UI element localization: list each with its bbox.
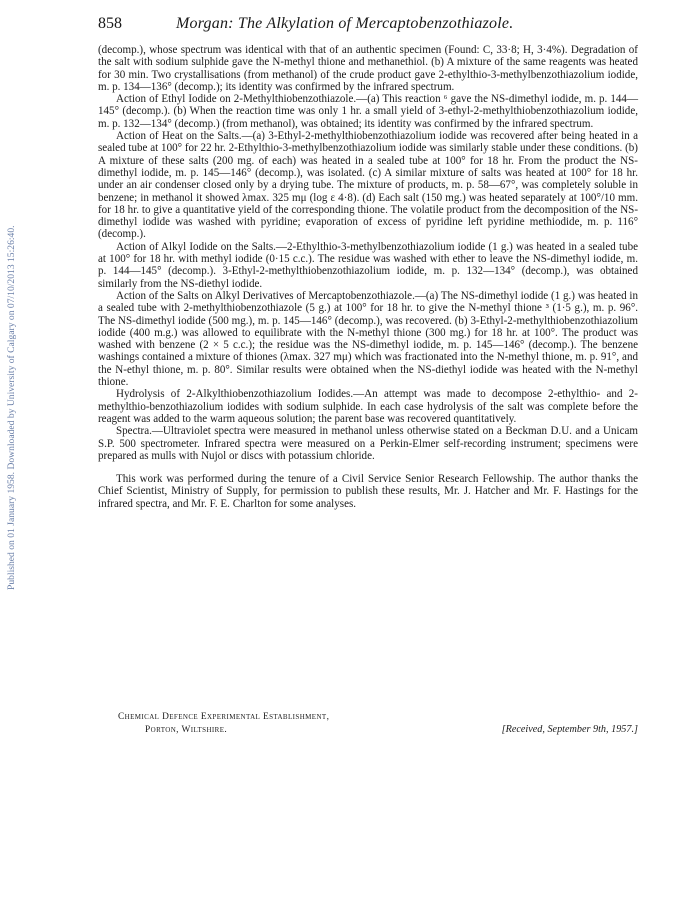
paragraph-5: Action of the Salts on Alkyl Derivatives of Mercaptobenzothiazole.—(a) The NS-dimethyl iodide (1 g.) was heated in a sealed tube with 2-methylthiobenzothiazole (5 g.) at 100° for 18 hr. to give the N-methyl thione ³ (1·5 g.), m. p. 96°. The NS-dimethyl iodide (500 mg.), m. p. 145—146° (decomp.), was recovered. (b) 3-Ethyl-2-methylthiobenzothiazolium iodide (400 m.g.) was allowed to equilibrate with the N-methyl thione (300 mg.) for 18 hr. at 100°. The product was washed with benzene (2 × 5 c.c.); the residue was the NS-dimethyl iodide, m. p. 145—146° (decomp.). The benzene washings contained a mixture of thiones (λmax. 327 mμ) which was fractionated into the N-methyl thione, m. p. 91°, and the N-ethyl thione, m. p. 80°. Similar results were obtained when the NS-diethyl iodide was heated with the N-methyl thione. [98,289,638,389]
running-head [98,15,638,37]
paragraph-7: Spectra.—Ultraviolet spectra were measured in methanol unless otherwise stated on a Beckman D.U. and a Unicam S.P. 500 spectrometer. Infrared spectra were measured on a Perkin-Elmer self-recording instrument; specimens were prepared as mulls with Nujol or discs with potassium chloride. [98,425,638,462]
download-watermark [5,150,21,590]
download-watermark-text: Published on 01 January 1958. Downloaded by University of Calgary on 07/10/2013 15:26:40. [6,225,17,590]
paragraph-1: (decomp.), whose spectrum was identical with that of an authentic specimen (Found: C, 33·8; H, 3·4%). Degradation of the salt with sodium sulphide gave the N-methyl thione and methanethiol. (b) A mixture of the same reagents was heated for 30 min. Two crystallisations (from methanol) of the crude product gave 2-ethylthio-3-methylbenzothiazolium iodide, m. p. 134—136° (decomp.); its identity was confirmed by the infrared spectrum. [98,44,638,93]
paragraph-2: Action of Ethyl Iodide on 2-Methylthiobenzothiazole.—(a) This reaction ⁶ gave the NS-dimethyl iodide, m. p. 144—145° (decomp.). (b) When the reaction time was only 1 hr. a small yield of 3-ethyl-2-methylthiobenzothiazolium iodide, m. p. 132—134° (decomp.) (from methanol), was obtained; its identity was confirmed by the infrared spectrum. [98,93,638,130]
received-date: [Received, September 9th, 1957.] [501,723,638,735]
paragraph-6: Hydrolysis of 2-Alkylthiobenzothiazolium Iodides.—An attempt was made to decompose 2-ethylthio- and 2-methylthio-benzothiazolium iodides with sodium sulphide. In each case hydrolysis of the salt was complete before the reagent was added to the warm aqueous solution; the parent base was recovered quantitatively. [98,388,638,425]
affiliation-line-1: Chemical Defence Experimental Establishment, [118,712,330,722]
article-body [98,44,638,510]
affiliation-line-2: Porton, Wiltshire. [145,724,228,735]
affiliation-block [118,711,638,736]
acknowledgements: This work was performed during the tenure of a Civil Service Senior Research Fellowship. The author thanks the Chief Scientist, Ministry of Supply, for permission to publish these results, Mr. J. Hatcher and Mr. F. Hastings for the infrared spectra, and Mr. F. E. Charlton for some analyses. [98,473,638,510]
paragraph-3: Action of Heat on the Salts.—(a) 3-Ethyl-2-methylthiobenzothiazolium iodide was recovered after being heated in a sealed tube at 100° for 22 hr. 2-Ethylthio-3-methylbenzothiazolium iodide was similarly stable under these conditions. (b) A mixture of these salts (200 mg. of each) was heated in a sealed tube at 100° for 18 hr. From the product the NS-dimethyl iodide, m. p. 145—146° (decomp.), was isolated. (c) A similar mixture of salts was heated at 100° for 18 hr. under an air condenser closed only by a drying tube. The mixture of products, m. p. 58—67°, was completely soluble in benzene; in methanol it showed λmax. 325 mμ (log ε 4·8). (d) Each salt (150 mg.) was heated separately at 100°/10 mm. for 18 hr. to give a quantitative yield of the corresponding thione. The volatile product from the decomposition of the NS-dimethyl iodide was washed with pyridine; evaporation of excess of pyridine left pyridine methiodide, m. p. 116° (decomp.). [98,130,638,241]
page-number: 858 [98,15,122,32]
running-title: Morgan: The Alkylation of Mercaptobenzothiazole. [176,15,514,32]
paragraph-4: Action of Alkyl Iodide on the Salts.—2-Ethylthio-3-methylbenzothiazolium iodide (1 g.) was heated in a sealed tube at 100° for 18 hr. with methyl iodide (0·15 c.c.). The residue was washed with ether to leave the NS-dimethyl iodide, m. p. 144—145° (decomp.). 3-Ethyl-2-methylthiobenzothiazolium iodide, m. p. 132—134° (decomp.), was obtained similarly from the NS-diethyl iodide. [98,240,638,290]
